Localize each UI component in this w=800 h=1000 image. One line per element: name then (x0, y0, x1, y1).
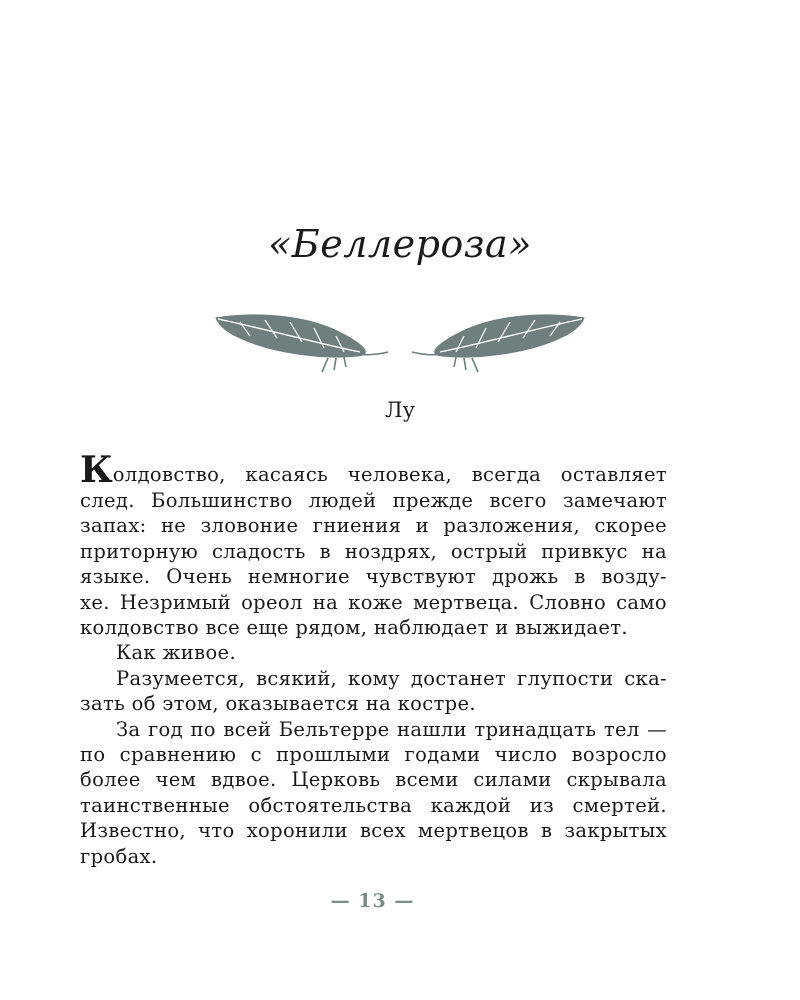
text-line: след. Большинство людей прежде всего замечают (80, 489, 667, 512)
text-line: гробах. (80, 844, 158, 868)
page-number: — 13 — (330, 890, 415, 912)
body-text (80, 449, 667, 869)
text-line: приторную сладость в ноздрях, острый привкус на (80, 539, 667, 563)
text-line: зать об этом, оказывается на костре. (80, 692, 476, 716)
narrator-name: Лу (385, 398, 415, 422)
drop-cap: К (80, 449, 113, 491)
paragraph-4 (80, 717, 667, 869)
text-line: по сравнению с прошлыми годами число возросло (80, 743, 667, 767)
text-line: хе. Незримый ореол на коже мертвеца. Словно само (80, 590, 667, 614)
text-line: За год по всей Бельтерре нашли тринадцать тел — (116, 717, 667, 741)
paragraph-3 (80, 666, 667, 717)
text-line: запах: не зловоние гниения и разложения, скорее (80, 514, 667, 538)
text-line: колдовство все еще рядом, наблюдает и выжидает. (80, 616, 628, 640)
chapter-title: «Беллероза» (268, 222, 532, 266)
text-line: Колдовство, касаясь человека, всегда оставляет (80, 449, 667, 491)
text-line: языке. Очень немногие чувствуют дрожь в возду- (80, 565, 667, 589)
text-line: Известно, что хоронили всех мертвецов в закрытых (80, 819, 667, 843)
feather-pair-icon (210, 308, 590, 388)
text-line: более чем вдвое. Церковь всеми силами скрывала (80, 768, 667, 792)
text-line: таинственные обстоятельства каждой из смертей. (80, 793, 667, 817)
text-line: Разумеется, всякий, кому достанет глупости ска- (116, 666, 667, 690)
paragraph-2: Как живое. (116, 641, 236, 665)
paragraph-1 (80, 449, 667, 640)
